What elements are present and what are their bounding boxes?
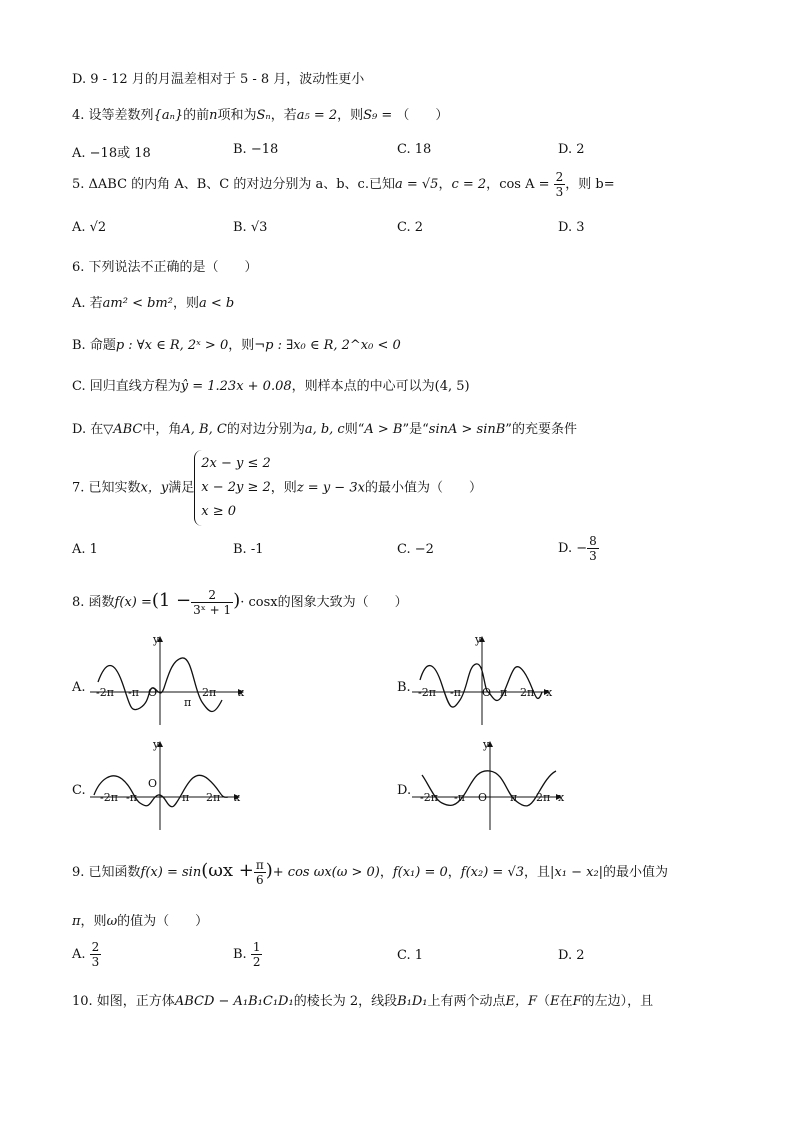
q7-z: z = y − 3x [296,480,365,496]
q5-c: c = 2 [451,177,487,192]
origin: O [148,777,158,790]
q4-seq: {aₙ} [153,108,184,123]
q7-text: 满足 [168,480,195,496]
question-6: 6. 下列说法不正确的是（ ） [72,260,258,275]
q4-s9: S₉ = [363,108,397,123]
q8-fx: f(x) = [114,595,152,610]
q9-den: 6 [255,873,264,887]
q6-option-d [72,418,577,437]
tick-neg2pi: -2π [420,791,438,804]
q6a-result: a < b [198,296,235,311]
q6d-agtb: A > B [364,422,403,437]
q9-paren-right: ) [265,860,273,881]
q9-num: π [255,858,264,872]
origin: O [478,791,488,804]
x-label: x [546,686,553,699]
q9-pi: π [72,914,81,929]
q7-xy: x，y [140,480,169,496]
q4-option-a: A. −18或 18 [72,146,151,161]
q9-text: ， [379,865,393,880]
q9-fx: f(x) = sin [140,865,202,880]
q10-text: 的左边），且 [581,994,654,1009]
q8-text: 8. 函数 [72,595,115,610]
q6a-text: A. 若 [72,296,103,311]
q7-option-c: C. −2 [397,542,434,557]
q6c-text: ，则样本点的中心可以为 [291,379,435,394]
q7-d-sign: D. − [558,541,588,556]
q6-option-a [72,292,234,311]
x-label: x [238,686,245,699]
q9-a-den: 3 [91,955,100,969]
q8-fraction [191,588,233,617]
q5-frac-den: 3 [555,185,564,199]
line-d-option: D. 9 - 12 月的月温差相对于 5 - 8 月，波动性更小 [72,72,365,87]
q9-fraction [254,858,266,887]
q9-fx2: f(x₂) = √3 [460,865,525,880]
graph-d-label: D. [397,783,412,798]
q6d-sides: a, b, c [304,422,345,437]
question-10 [72,990,653,1009]
q5-option-b: B. √3 [233,220,268,235]
q9-text: 9. 已知函数 [72,865,141,880]
y-label: y [153,738,160,751]
q9-option-b [233,940,262,969]
q8-paren-left: (1 − [151,590,192,611]
q4-text: （ ） [396,108,449,123]
q5-option-d: D. 3 [558,220,585,235]
x-label: x [234,791,241,804]
graph-d [412,735,572,835]
q7-ineq-3: x ≥ 0 [201,504,237,519]
q7-option-b: B. -1 [233,542,264,557]
q5-text: ， [438,177,452,192]
q6b-text: B. 命题 [72,338,116,353]
tick-2pi: 2π [520,686,535,699]
q8-den: 3ˣ + 1 [193,603,232,617]
tick-negpi: -π [454,791,465,804]
graph-b-label: B. [397,680,411,695]
q5-cos: cos A = [499,177,550,192]
q4-option-c: C. 18 [397,142,432,157]
q4-text: 项和为 [217,108,257,123]
tick-negpi: -π [450,686,461,699]
tick-neg2pi: -2π [96,686,114,699]
q9-text: 的最小值为 [603,865,669,880]
q9-fx1: f(x₁) = 0 [392,865,448,880]
tick-2pi: 2π [206,791,221,804]
q7-d-den: 3 [589,549,597,563]
q7-d-fraction [587,534,599,563]
q6d-sin: sinA > sinB [428,422,506,437]
q5-text: ，则 b= [565,177,615,192]
q5-fraction [554,170,566,199]
question-4 [72,104,448,123]
q9-cos: + cos ωx(ω > 0) [272,865,380,880]
tick-pi: π [510,791,518,804]
q6a-text: ，则 [172,296,199,311]
tick-2pi: 2π [536,791,551,804]
q6d-text: ”的充要条件 [505,422,577,437]
question-9 [72,858,668,887]
q10-text: 的棱长为 2，线段 [293,994,398,1009]
graph-a [90,630,250,730]
origin: O [148,686,158,699]
graph-b [412,630,572,730]
origin: O [482,686,492,699]
q7-option-d [558,534,599,563]
q4-text: 的前 [183,108,210,123]
q9-a-num: 2 [91,940,100,954]
q7-text: ，则 [270,480,297,496]
q8-cos: · cosx [240,595,278,610]
q10-text: 10. 如图，正方体 [72,994,175,1009]
graph-a-label: A. [72,680,86,695]
q4-text: ，则 [337,108,364,123]
q6d-angles: A, B, C [181,422,227,437]
q6d-text: 的对边分别为 [226,422,305,437]
q7-ineq-2: x − 2y ≥ 2 [201,480,271,495]
q6d-text: ”是“ [402,422,429,437]
q6a-ineq: am² < bm² [102,296,173,311]
tick-pi: π [500,686,508,699]
q10-segment: B₁D₁ [397,994,428,1009]
q9-b-fraction [251,940,263,969]
question-9-cont [72,910,208,929]
q9-text: ， [447,865,461,880]
q4-sn: Sₙ [256,108,271,123]
q9-text: ，且 [524,865,551,880]
q10-points: E，F [505,994,538,1009]
q9-omega: ω [106,914,118,929]
y-label: y [483,738,490,751]
q6d-text: 中，角 [142,422,182,437]
q9-a-label: A. [72,947,86,962]
q9-option-c: C. 1 [397,948,424,963]
question-7 [72,450,482,526]
q9-a-fraction [90,940,102,969]
q6b-p: p : ∀x ∈ R, 2ˣ > 0 [115,338,229,353]
q9-b-num: 1 [252,940,261,954]
q9-option-d: D. 2 [558,948,585,963]
q4-text: 4. 设等差数列 [72,108,154,123]
tick-neg2pi: -2π [100,791,118,804]
question-5 [72,170,615,199]
q10-f: F [572,994,582,1009]
tick-negpi: -π [128,686,139,699]
q6d-text: D. 在 [72,422,104,437]
q6c-eq: ŷ = 1.23x + 0.08 [180,379,292,394]
q8-paren-right: ) [233,590,241,611]
q5-option-a: A. √2 [72,220,107,235]
tick-neg2pi: -2π [418,686,436,699]
q7-system [194,450,271,526]
q5-a: a = √5 [394,177,439,192]
graph-c [90,735,250,835]
q6c-center: (4, 5) [434,379,470,394]
q7-text: 7. 已知实数 [72,480,141,496]
question-8 [72,588,408,617]
q9-b-label: B. [233,947,247,962]
y-label: y [153,633,160,646]
q4-option-b: B. −18 [233,142,279,157]
q6c-text: C. 回归直线方程为 [72,379,181,394]
q10-text: 在 [559,994,573,1009]
x-label: x [558,791,565,804]
q10-e: E [550,994,560,1009]
tick-pi: π [184,696,192,709]
q6b-notp: ¬p : ∃x₀ ∈ R, 2^x₀ < 0 [254,338,401,353]
q9-option-a [72,940,101,969]
q8-num: 2 [191,588,233,603]
q9-text: ，则 [80,914,107,929]
q4-option-d: D. 2 [558,142,585,157]
q9-abs: |x₁ − x₂| [550,865,604,880]
q10-text: （ [537,994,551,1009]
q5-text: 5. ΔABC 的内角 A、B、C 的对边分别为 a、b、c.已知 [72,177,395,192]
q7-ineq-1: 2x − y ≤ 2 [201,456,271,471]
q7-text: 的最小值为（ ） [364,480,482,496]
q7-d-num: 8 [589,534,597,548]
tick-2pi: 2π [202,686,217,699]
q5-option-c: C. 2 [397,220,424,235]
y-label: y [475,633,482,646]
q6-option-b [72,334,401,353]
q6b-text: ，则 [228,338,255,353]
q10-text: 上有两个动点 [427,994,506,1009]
q5-frac-num: 2 [555,170,564,184]
q6d-text: 则“ [344,422,365,437]
tick-negpi: -π [126,791,137,804]
q5-text: ， [486,177,500,192]
q4-n: n [209,108,218,123]
q6-option-c [72,375,470,394]
q10-cube: ABCD − A₁B₁C₁D₁ [174,994,294,1009]
q7-option-a: A. 1 [72,542,98,557]
q9-paren-left: (ωx + [201,860,254,881]
q4-text: ，若 [270,108,297,123]
q8-text: 的图象大致为（ ） [277,595,408,610]
q6d-triangle: ▽ABC [103,422,143,437]
tick-pi: π [182,791,190,804]
q9-b-den: 2 [252,955,261,969]
graph-c-label: C. [72,783,86,798]
q4-a5: a₅ = 2 [296,108,338,123]
q9-text: 的值为（ ） [117,914,209,929]
